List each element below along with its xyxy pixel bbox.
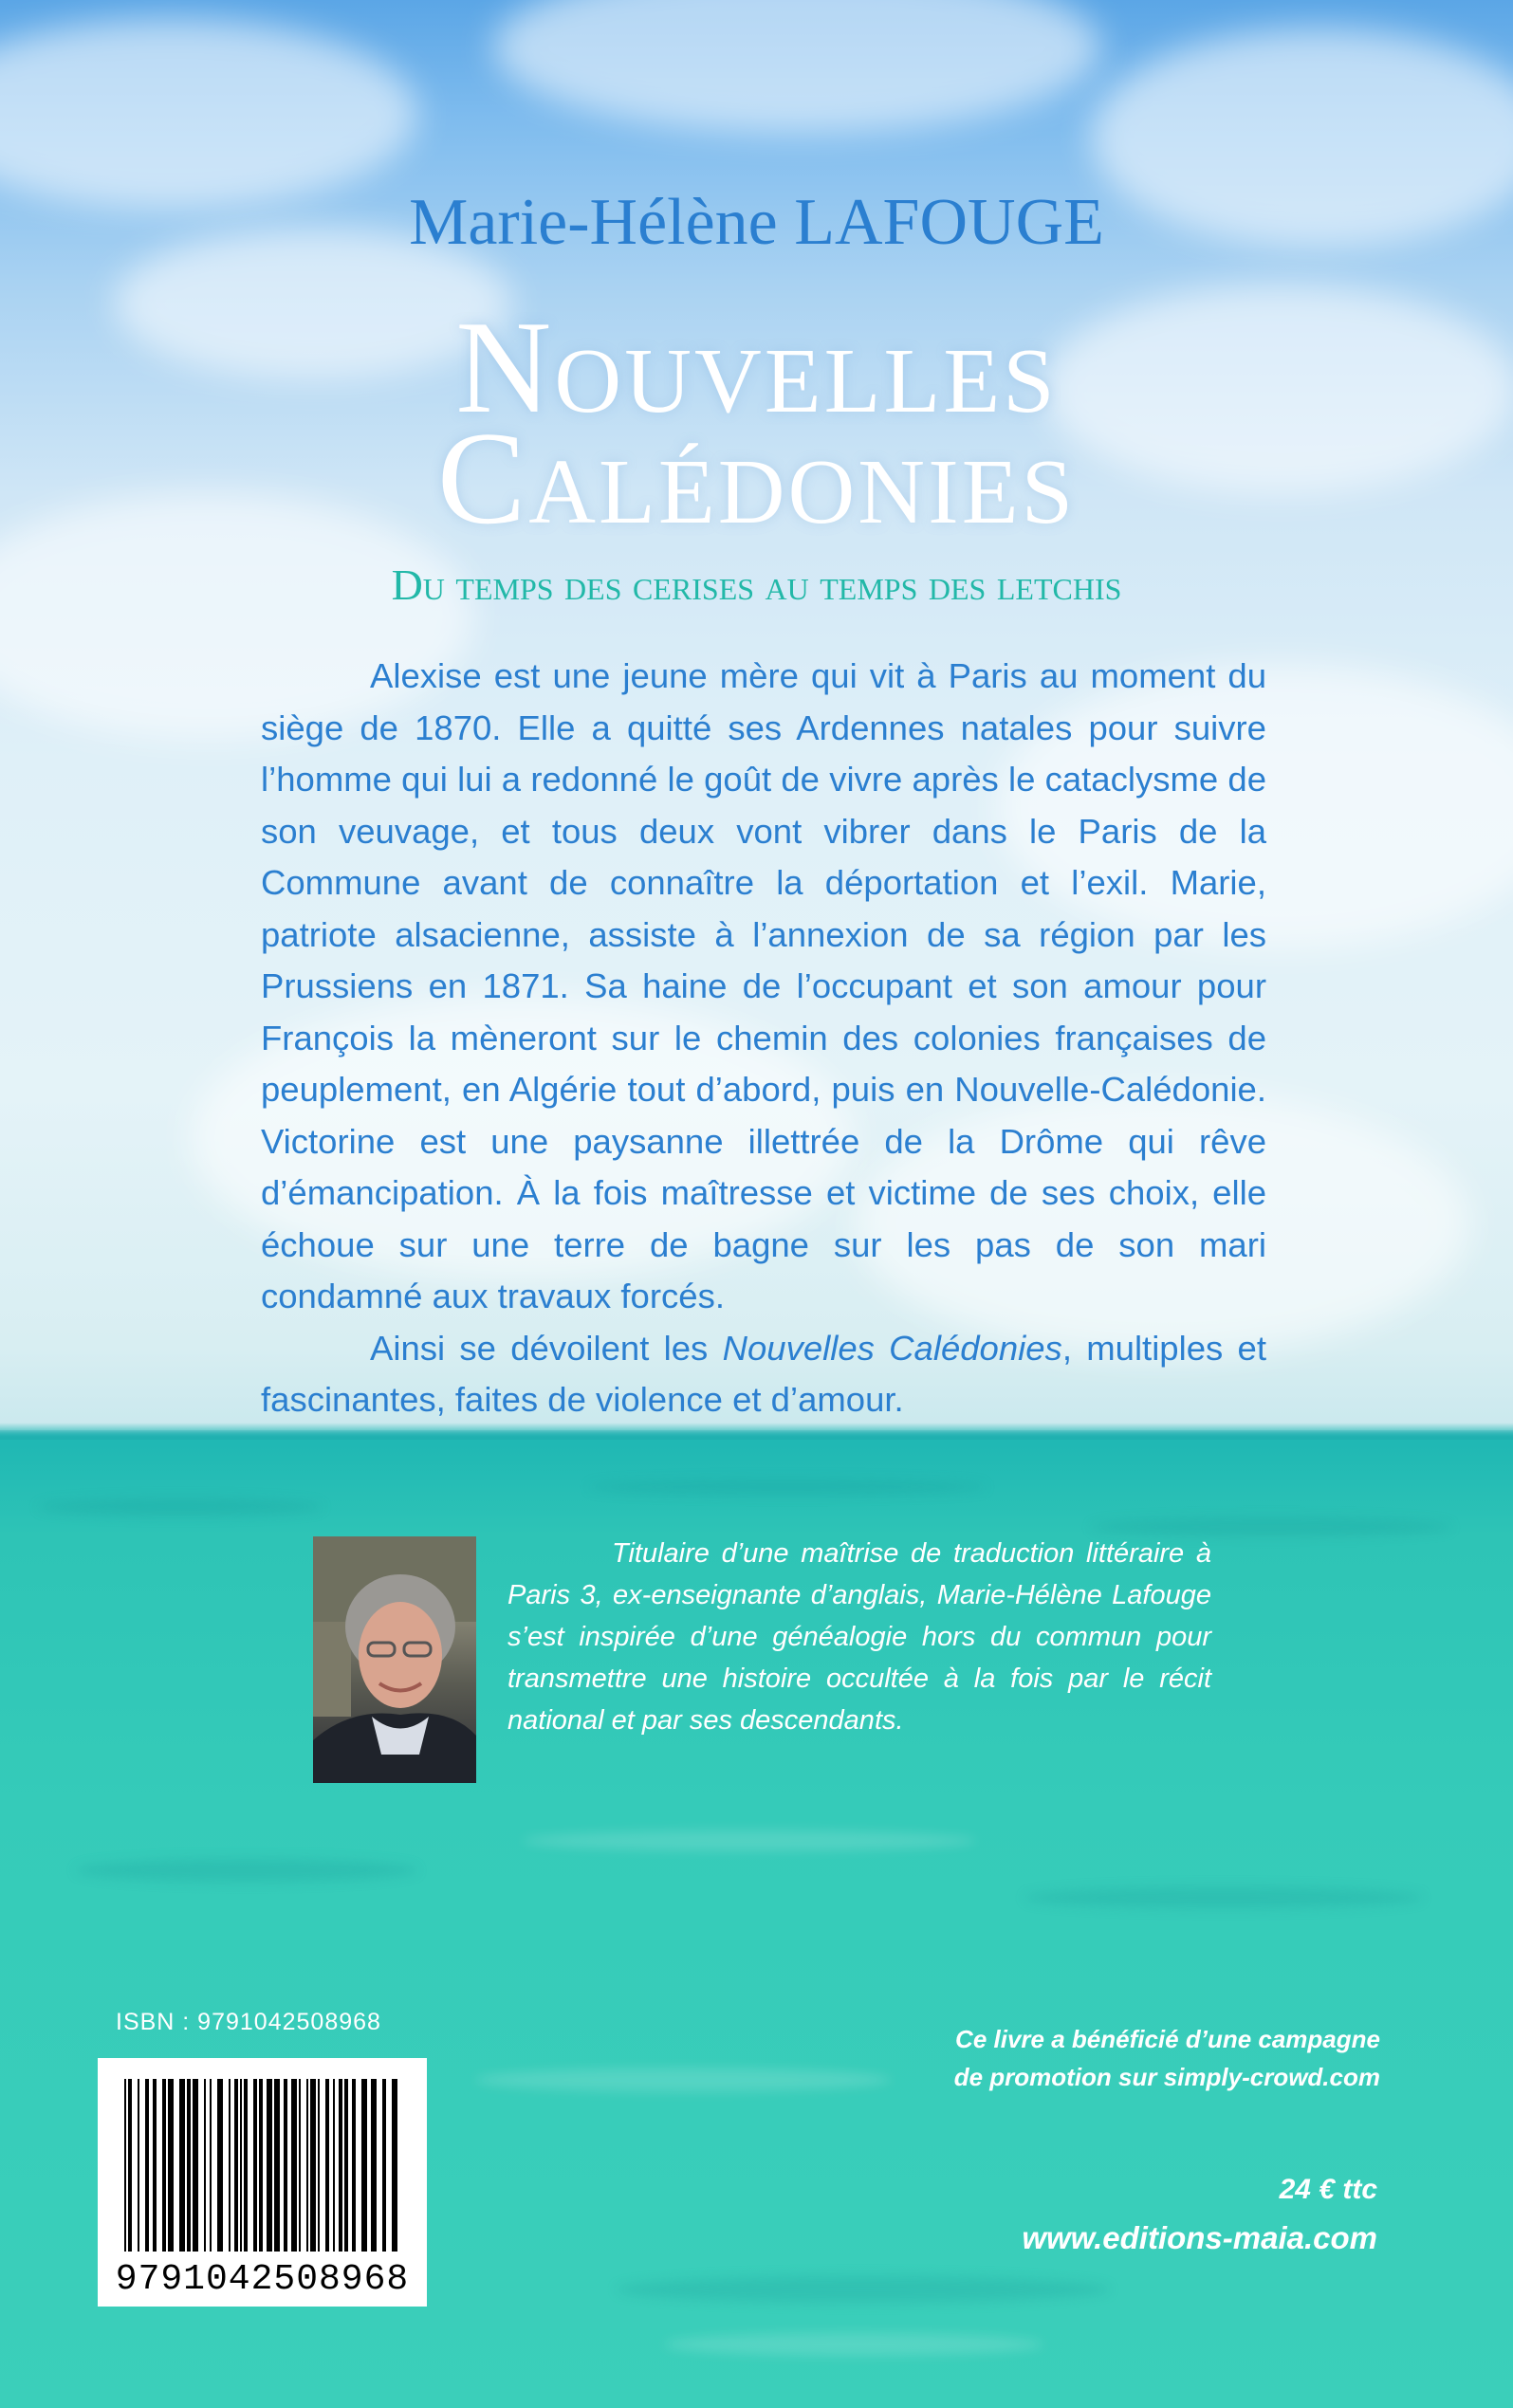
- barcode-bar: [187, 2079, 191, 2252]
- wave: [522, 1830, 977, 1851]
- barcode-bar: [274, 2079, 280, 2252]
- subtitle: Du temps des cerises au temps des letchis: [391, 561, 1122, 609]
- barcode-bar: [339, 2079, 342, 2252]
- promo-text: [849, 2020, 1380, 2096]
- barcode-bar: [361, 2079, 367, 2252]
- wave: [38, 1498, 323, 1516]
- barcode-bar: [153, 2079, 157, 2252]
- blurb-paragraph: [261, 1323, 1266, 1426]
- author-bio-text: Titulaire d’une maîtrise de traduction littéraire à Paris 3, ex-enseignante d’anglais, Marie-Hélène Lafouge s’est inspirée d’une généalogie hors du commun pour transmettre une histoire occultée à la fois par le récit national et par ses descendants.: [507, 1538, 1211, 1736]
- barcode-bar: [253, 2079, 257, 2252]
- barcode-bar: [179, 2079, 185, 2252]
- barcode-bar: [371, 2079, 377, 2252]
- barcode-bar: [229, 2079, 231, 2252]
- blurb-text: , multiples et fascinantes, faites de violence et d’amour.: [261, 1328, 1267, 1419]
- wave: [76, 1859, 417, 1882]
- horizon: [0, 1430, 1513, 1440]
- barcode-bar: [291, 2079, 297, 2252]
- author-bio: [507, 1533, 1211, 1741]
- barcode-bar: [168, 2079, 174, 2252]
- promo-line: de promotion sur simply-crowd.com: [953, 2063, 1380, 2091]
- barcode-bar: [299, 2079, 301, 2252]
- barcode-bar: [138, 2079, 139, 2252]
- author-name: Marie-Hélène LAFOUGE: [409, 186, 1104, 259]
- barcode-bar: [325, 2079, 329, 2252]
- barcode-bar: [392, 2079, 397, 2252]
- barcode-bar: [234, 2079, 238, 2252]
- wave: [1024, 1887, 1423, 1908]
- barcode-bar: [217, 2079, 223, 2252]
- barcode-bar: [145, 2079, 149, 2252]
- barcode-bar: [352, 2079, 356, 2252]
- barcode-bar: [284, 2079, 287, 2252]
- barcode-bar: [128, 2079, 132, 2252]
- title-line-1: Nouvelles: [455, 294, 1058, 441]
- blurb: [261, 651, 1266, 1426]
- author-portrait-icon: [313, 1536, 476, 1783]
- barcode-bar: [318, 2079, 320, 2252]
- barcode-bar: [244, 2079, 248, 2252]
- wave: [588, 1480, 987, 1495]
- wave: [474, 2068, 892, 2092]
- wave: [664, 2333, 1043, 2356]
- barcode-bar: [193, 2079, 198, 2252]
- cloud: [0, 19, 417, 209]
- title-line-2: Calédonies: [436, 405, 1077, 552]
- barcode-bar: [162, 2079, 166, 2252]
- author-photo: [313, 1536, 476, 1783]
- barcode-bar: [259, 2079, 263, 2252]
- barcode-bar: [210, 2079, 212, 2252]
- barcode-bar: [240, 2079, 242, 2252]
- publisher-website[interactable]: www.editions-maia.com: [1022, 2220, 1377, 2255]
- barcode-bar: [310, 2079, 316, 2252]
- isbn-label: ISBN : 9791042508968: [116, 2009, 381, 2035]
- barcode-bar: [204, 2079, 206, 2252]
- barcode-digits: 9791042508968: [115, 2259, 410, 2300]
- blurb-title-italic: Nouvelles Calédonies: [722, 1328, 1062, 1368]
- barcode: [98, 2058, 427, 2307]
- barcode-bar: [124, 2079, 126, 2252]
- cloud: [493, 0, 1100, 133]
- blurb-text: Ainsi se dévoilent les: [370, 1328, 723, 1368]
- wave: [617, 2276, 1110, 2303]
- barcode-bar: [382, 2079, 386, 2252]
- promo-line: Ce livre a bénéficié d’une campagne: [955, 2025, 1380, 2053]
- barcode-bar: [267, 2079, 272, 2252]
- price: 24 € ttc: [1279, 2174, 1377, 2205]
- barcode-bar: [306, 2079, 308, 2252]
- barcode-bar: [344, 2079, 348, 2252]
- blurb-paragraph: Alexise est une jeune mère qui vit à Paris au moment du siège de 1870. Elle a quitté ses Ardennes natales pour suivre l’homme qui lui a redonné le goût de vivre après le cataclysme de son veuvage, et tous deux vont vibrer dans le Paris de la Commune avant de connaître la déportation et l’exil. Marie, patriote alsacienne, assiste à l’annexion de sa région par les Prussiens en 1871. Sa haine de l’occupant et son amour pour François la mèneront sur le chemin des colonies françaises de peuplement, en Algérie tout d’abord, puis en Nouvelle-Calédonie. Victorine est une paysanne illettrée de la Drôme qui rêve d’émancipation. À la fois maîtresse et victime de ses choix, elle échoue sur une terre de bagne sur les pas de son mari condamné aux travaux forcés.: [261, 656, 1266, 1315]
- barcode-bar: [333, 2079, 335, 2252]
